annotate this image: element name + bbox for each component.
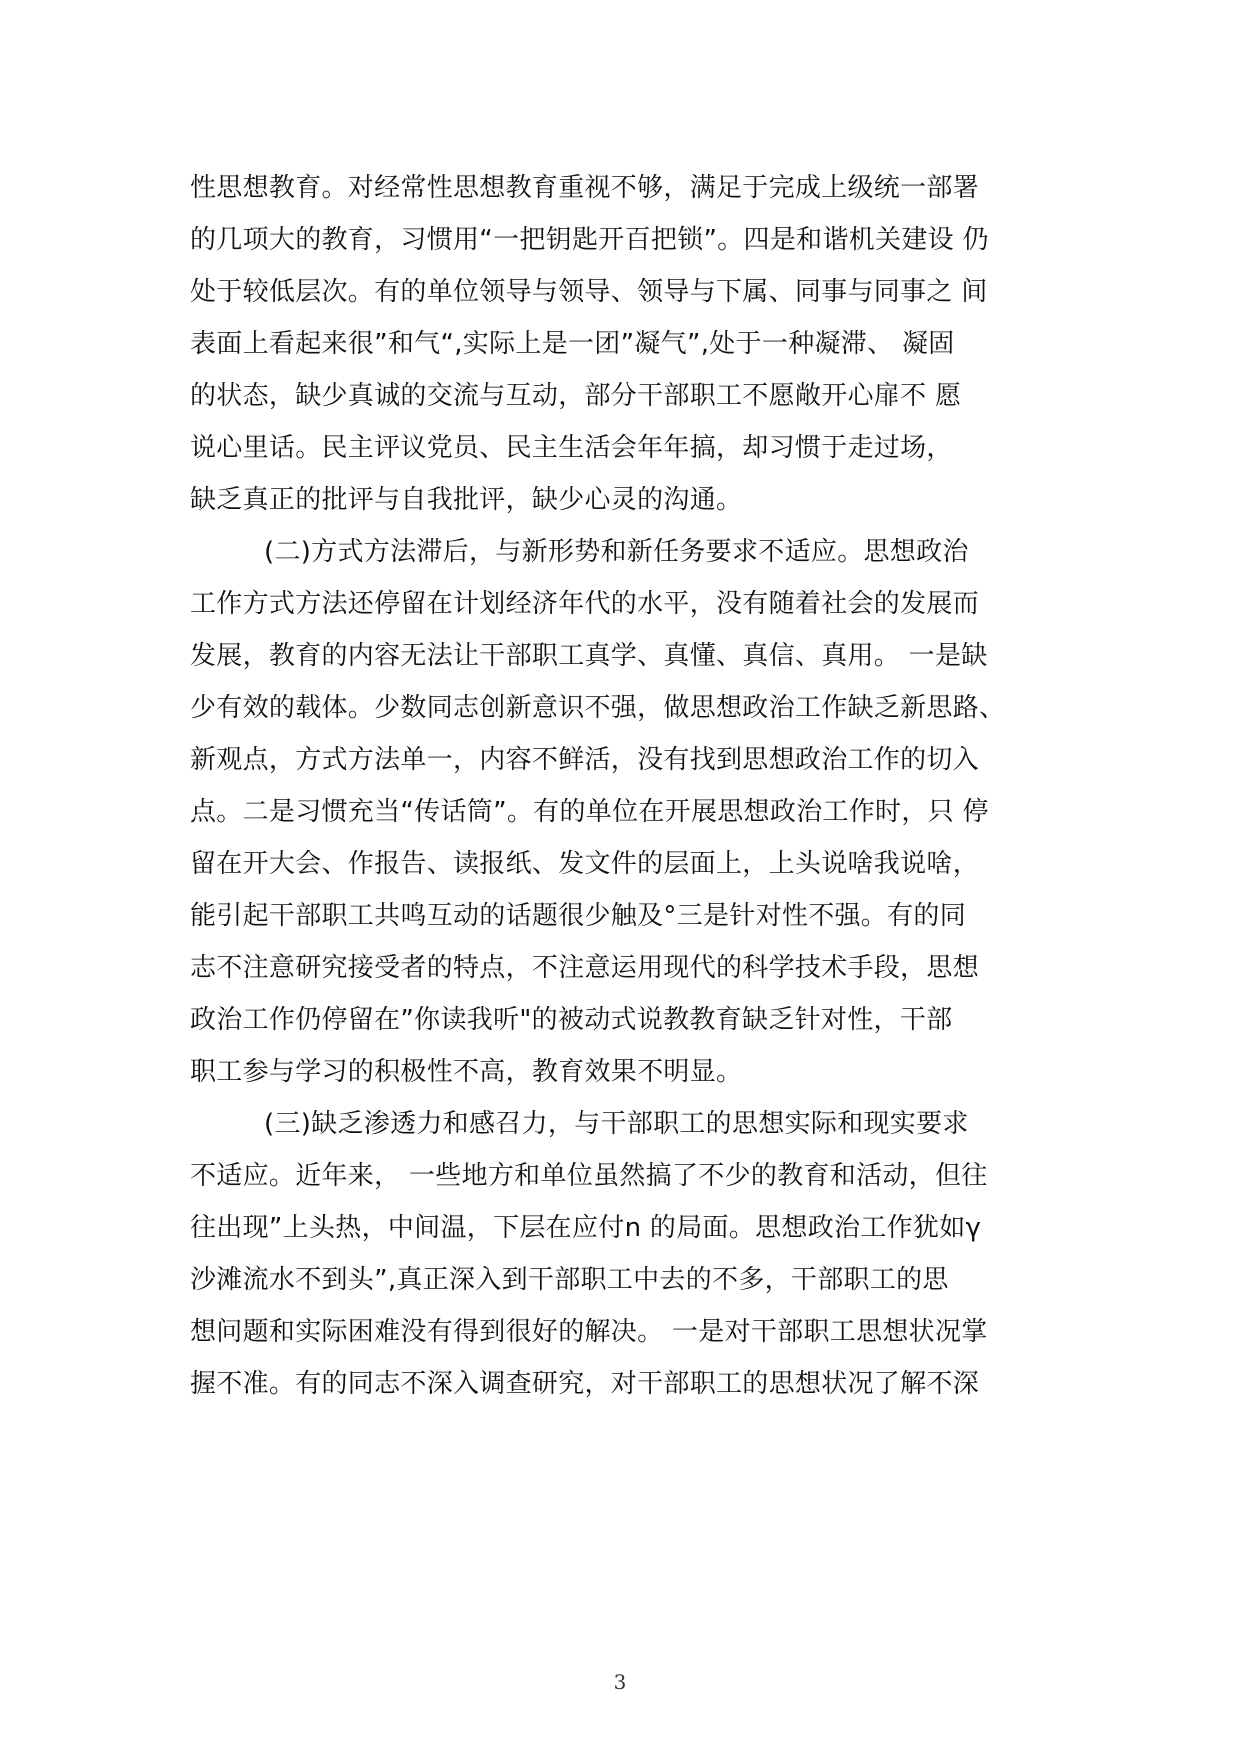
text-line: 留在开大会、作报告、读报纸、发文件的层面上，上头说啥我说啥， xyxy=(190,849,980,879)
text-line: 沙滩流水不到头”,真正深入到干部职工中去的不多，干部职工的思 xyxy=(190,1265,949,1295)
text-line: 的状态，缺少真诚的交流与互动，部分干部职工不愿敞开心扉不 愿 xyxy=(190,381,962,411)
text-line: 握不准。有的同志不深入调查研究，对干部职工的思想状况了解不深 xyxy=(190,1369,980,1399)
page-number: 3 xyxy=(613,1670,627,1694)
text-line: 往出现”上头热，中间温，下层在应付n 的局面。思想政治工作犹如γ xyxy=(190,1213,982,1243)
text-line: 少有效的载体。少数同志创新意识不强，做思想政治工作缺乏新思路、 xyxy=(190,693,1006,723)
text-line: 不适应。近年来， 一些地方和单位虽然搞了不少的教育和活动，但往 xyxy=(190,1161,988,1191)
paragraph-start-line: (三)缺乏渗透力和感召力，与干部职工的思想实际和现实要求 xyxy=(264,1109,969,1139)
text-line: 表面上看起来很”和气“,实际上是一团”凝气”,处于一种凝滞、 凝固 xyxy=(190,329,955,359)
text-line: 性思想教育。对经常性思想教育重视不够，满足于完成上级统一部署 xyxy=(190,173,980,203)
text-line: 职工参与学习的积极性不高，教育效果不明显。 xyxy=(190,1057,743,1087)
text-line: 想问题和实际困难没有得到很好的解决。 一是对干部职工思想状况掌 xyxy=(190,1317,988,1347)
text-line: 能引起干部职工共鸣互动的话题很少触及°三是针对性不强。有的同 xyxy=(190,901,967,931)
text-line: 志不注意研究接受者的特点，不注意运用现代的科学技术手段，思想 xyxy=(190,953,980,983)
paragraph-start-line: (二)方式方法滞后，与新形势和新任务要求不适应。思想政治 xyxy=(264,537,969,567)
text-line: 发展，教育的内容无法让干部职工真学、真懂、真信、真用。 一是缺 xyxy=(190,641,988,671)
text-line: 缺乏真正的批评与自我批评，缺少心灵的沟通。 xyxy=(190,485,743,515)
text-line: 新观点，方式方法单一，内容不鲜活，没有找到思想政治工作的切入 xyxy=(190,745,980,775)
text-line: 说心里话。民主评议党员、民主生活会年年搞，却习惯于走过场， xyxy=(190,433,953,463)
text-line: 的几项大的教育，习惯用“一把钥匙开百把锁”。四是和谐机关建设 仍 xyxy=(190,225,989,255)
text-line: 工作方式方法还停留在计划经济年代的水平，没有随着社会的发展而 xyxy=(190,589,980,619)
document-body xyxy=(190,162,1070,1410)
text-line: 点。二是习惯充当“传话筒”。有的单位在开展思想政治工作时，只 停 xyxy=(190,797,989,827)
text-line: 政治工作仍停留在”你读我听"的被动式说教教育缺乏针对性，干部 xyxy=(190,1005,953,1035)
text-line: 处于较低层次。有的单位领导与领导、领导与下属、同事与同事之 间 xyxy=(190,277,988,307)
